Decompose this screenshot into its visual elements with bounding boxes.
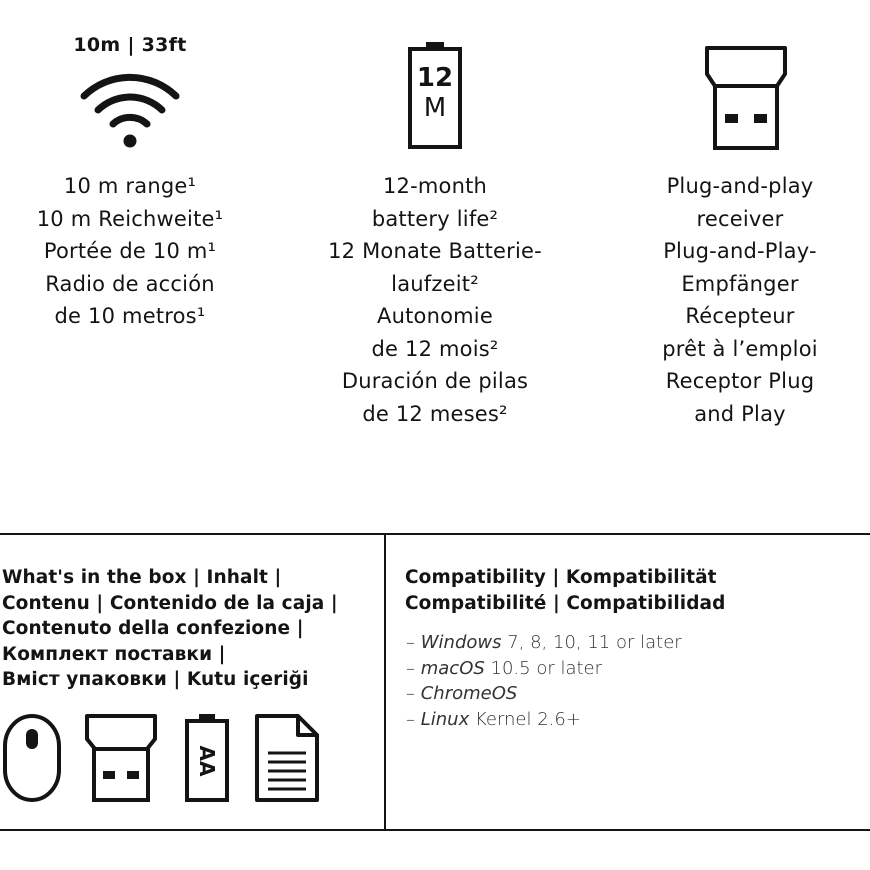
title-line: Комплект поставки | [2,643,226,665]
receiver-description [610,170,870,430]
usb-receiver-icon [84,713,158,803]
aa-battery-icon [184,713,230,803]
text-line: de 12 meses² [362,401,508,426]
text-line: prêt à l’emploi [662,336,818,361]
box-contents-icons [0,710,380,810]
title-line: Compatibility | Kompatibilität [405,567,717,588]
os-name: ChromeOS [420,683,518,704]
os-version: 10.5 or later [484,657,603,679]
os-version: Kernel 2.6+ [469,708,581,730]
text-line: Portée de 10 m¹ [43,239,217,263]
text-line: 12 Monate Batterie- [328,239,542,263]
title-line: Вміст упаковки | Kutu içeriği [2,669,309,690]
title-line: Compatibilité | Compatibilidad [405,592,726,614]
compatibility-item [406,681,682,707]
divider-top [0,533,870,535]
dash: – [406,657,421,679]
battery-icon-text-bottom: M [423,93,447,123]
text-line: laufzeit² [391,271,479,296]
battery-icon-text-top: 12 [416,63,454,93]
divider-bottom [0,829,870,831]
dash: – [406,632,421,653]
usb-receiver-icon [703,44,789,152]
os-name: Windows [420,632,502,653]
title-line: Contenuto della confezione | [2,618,304,639]
text-line: Récepteur [685,304,795,328]
compatibility-item [406,630,682,656]
compatibility-title [405,565,725,616]
range-description [0,170,260,333]
battery-12m-icon [407,40,463,150]
text-line: de 12 mois² [371,336,499,361]
text-line: Plug-and-play [666,174,814,198]
os-name: macOS [420,657,485,679]
battery-description [300,170,570,430]
text-line: 10 m range¹ [63,174,197,198]
os-name: Linux [420,708,470,730]
text-line: and Play [694,401,786,426]
text-line: Plug-and-Play- [663,239,817,263]
dash: – [406,708,421,730]
text-line: de 10 metros¹ [54,304,206,328]
mouse-icon [2,713,62,803]
box-contents-title [2,565,377,693]
dash: – [406,683,421,704]
compatibility-item [406,656,682,682]
compatibility-list [406,630,682,732]
aa-battery-label: AA [195,745,219,777]
divider-vertical [384,534,386,831]
text-line: Autonomie [377,304,493,328]
text-line: Receptor Plug [665,369,815,393]
title-line: What's in the box | Inhalt | [2,567,282,588]
compatibility-item [406,707,682,733]
text-line: 12-month [382,174,488,198]
text-line: 10 m Reichweite¹ [36,206,224,231]
document-icon [254,713,320,803]
text-line: battery life² [371,206,499,231]
text-line: receiver [696,206,784,231]
text-line: Radio de acción [45,271,215,296]
os-version: 7, 8, 10, 11 or later [501,632,682,653]
title-line: Contenu | Contenido de la caja | [2,592,338,614]
wifi-icon [80,70,180,150]
text-line: Duración de pilas [341,369,529,393]
range-label: 10m | 33ft [73,34,187,56]
text-line: Empfänger [681,271,799,296]
